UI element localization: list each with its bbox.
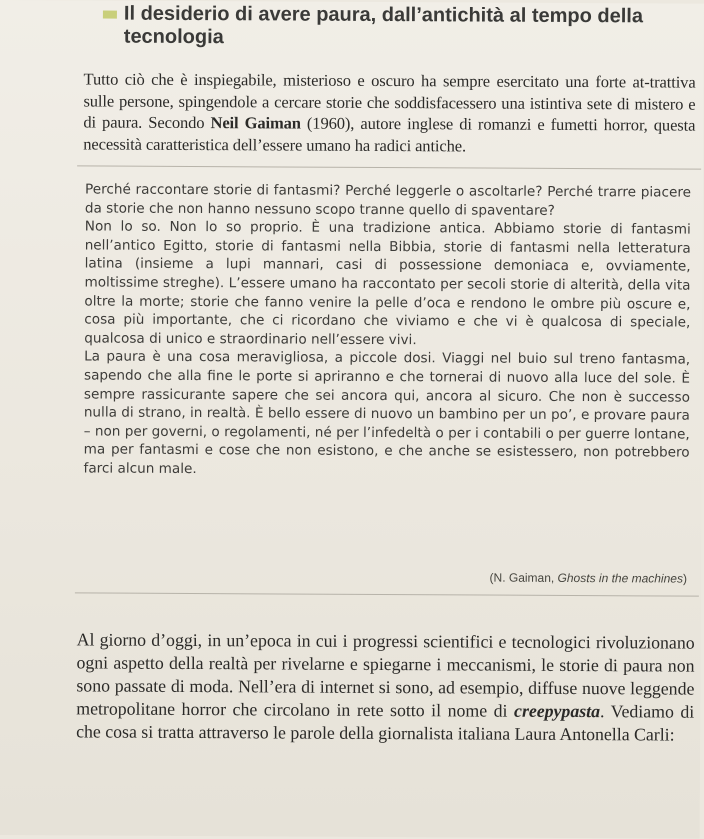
section-marker-icon [103, 11, 117, 19]
closing-term: creepypasta [514, 700, 601, 722]
intro-author: Neil Gaiman [210, 113, 301, 133]
quote-citation [437, 570, 687, 585]
closing-paragraph [76, 628, 695, 746]
intro-paragraph [83, 68, 695, 157]
citation-work: Ghosts in the machines [557, 570, 684, 586]
intro-text-1: Tutto ciò che è inspiegabile, misterioso e oscuro ha sempre esercitato una forte at-trattiva sulle persone, spingendole a cercare storie che soddisfacessero una istintiva sete di mistero e di paura. Secondo [83, 69, 696, 133]
intro-text-2: (1960), autore inglese di romanzi e fumetti horror, questa necessità caratteristica dell’essere umano ha radici antiche. [83, 113, 696, 155]
citation-author: (N. Gaiman, [489, 570, 558, 585]
quote-paragraph: Non lo so. Non lo so proprio. È una tradizione antica. Abbiamo storie di fantasmi nell’antico Egitto, storie di fantasmi nella Bibbia, storie di fantasmi nella letteratura latina (insieme a lupi mannari, casi di possessione demoniaca e, ovviamente, moltissime streghe). L’essere umano ha raccontato per secoli storie di alterità, della vita oltre la morte; storie che fanno venire la pelle d’oca e rendono le ombre più oscure e, cosa più importante, che ci ricordano che viviamo e che vi è qualcosa di speciale, qualcosa di unico e straordinario nell’essere vivi. [84, 218, 691, 348]
closing-text-2: . Vediamo di che cosa si tratta attraverso le parole della giornalista italiana Laura Antonella Carli: [76, 701, 695, 745]
citation-end: ) [682, 571, 688, 586]
quote-paragraph: La paura è una cosa meravigliosa, a piccole dosi. Viaggi nel buio sul treno fantasma, sapendo che alla fine le porte si apriranno e che tornerai di nuovo alla luce del sole. È sempre rassicurante sapere che sei ancora qui, ancora al sicuro. Che non è successo nulla di strano, in realtà. È bello essere di nuovo un bambino per un po’, e provare paura – non per governi, o regolamenti, né per l’infedeltà o per i contabili o per guerre lontane, ma per fantasmi e cose che non esistono, e che anche se esistessero, non potrebbero farci alcun male. [83, 348, 691, 477]
quote-text [83, 180, 691, 481]
section-title: Il desiderio di avere paura, dall’antichità al tempo della tecnologia [123, 2, 644, 49]
closing-text-1: Al giorno d’oggi, in un’epoca in cui i progressi scientifici e tecnologici rivoluzionano ogni aspetto della realtà per rivelarne e spiegarne i meccanismi, le storie di paura non sono passate di moda. Nell’era di internet si sono, ad esempio, diffuse nuove leggende metropolitane horror che circolano in rete sotto il nome di [76, 629, 695, 721]
quote-paragraph: Perché raccontare storie di fantasmi? Perché leggerle o ascoltarle? Perché trarre piacere da storie che non hanno nessuno scopo tranne quello di spaventare? [84, 181, 692, 219]
